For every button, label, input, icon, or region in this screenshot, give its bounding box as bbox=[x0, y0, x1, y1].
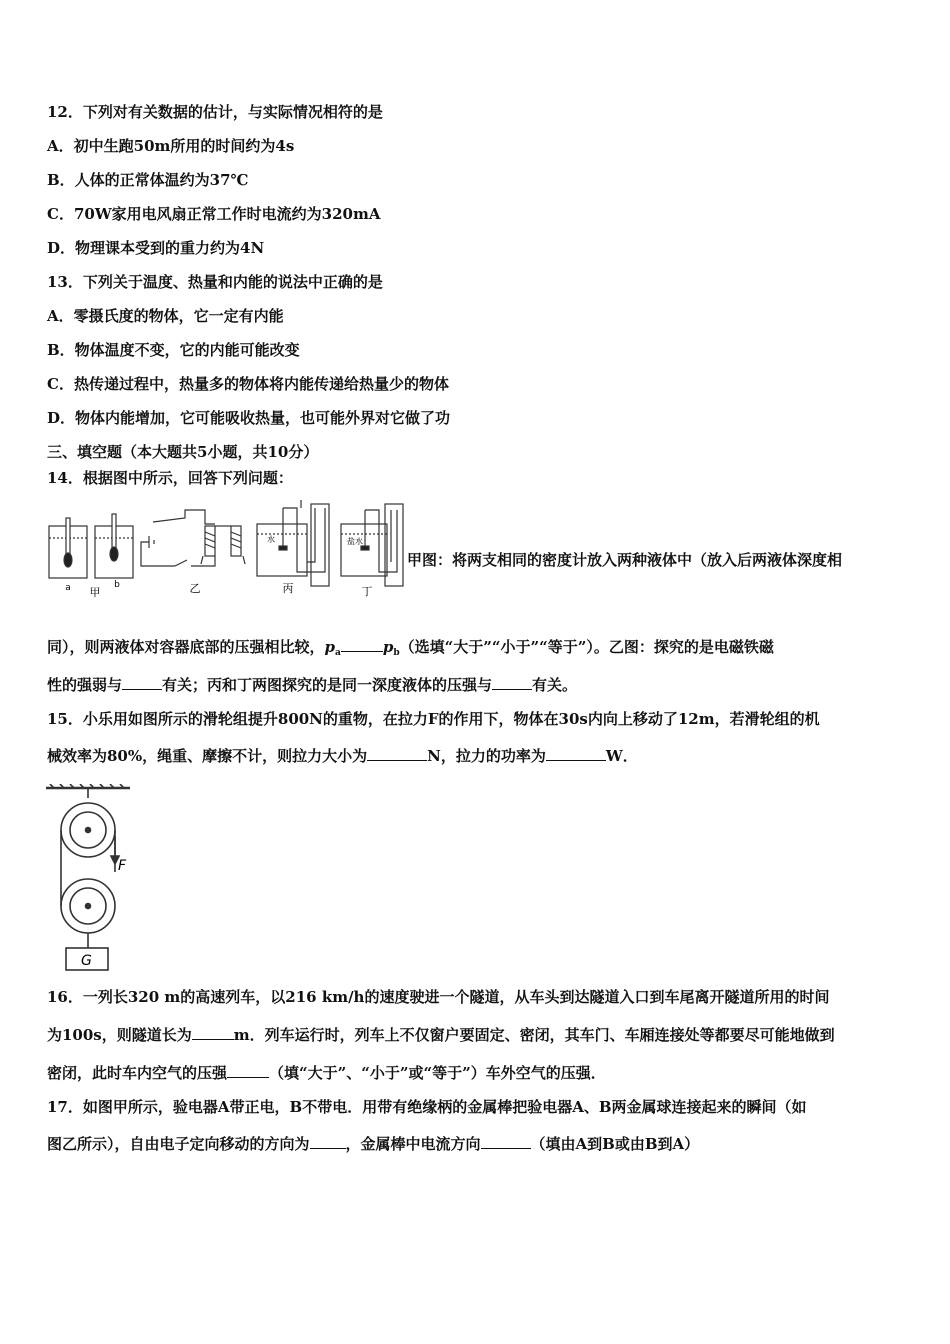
q15-pulley-figure bbox=[44, 784, 144, 974]
q12-option-b: B．人体的正常体温约为37℃ bbox=[47, 171, 249, 189]
q13-option-c: C．热传递过程中，热量多的物体将内能传递给热量少的物体 bbox=[47, 375, 449, 393]
answer-blank[interactable] bbox=[367, 746, 427, 761]
answer-blank[interactable] bbox=[341, 637, 383, 652]
q15-text-2a: 械效率为80%，绳重、摩擦不计，则拉力大小为 bbox=[47, 747, 368, 765]
fig-label-brine: 盐水 bbox=[347, 537, 363, 546]
q16-text-2a: 为100s，则隧道长为 bbox=[47, 1026, 192, 1044]
q15-line-2 bbox=[47, 746, 638, 766]
q14-text-3c: 有关。 bbox=[532, 676, 578, 694]
q15-line-1: 15．小乐用如图所示的滑轮组提升800N的重物，在拉力F的作用下，物体在30s内向上移动了12m，若滑轮组的机 bbox=[47, 710, 820, 728]
pulley-weight-label: G bbox=[81, 953, 92, 969]
fig-label-water: 水 bbox=[267, 535, 275, 544]
q12-option-d: D．物理课本受到的重力约为4N bbox=[47, 239, 265, 257]
q17-line-1: 17．如图甲所示，验电器A带正电，B不带电．用带有绝缘柄的金属棒把验电器A、B两金属球连接起来的瞬间（如 bbox=[47, 1098, 807, 1116]
answer-blank[interactable] bbox=[310, 1134, 346, 1149]
symbol-p-b: p bbox=[382, 638, 394, 656]
q12-option-a: A．初中生跑50m所用的时间约为4s bbox=[47, 137, 295, 155]
subscript-b: b bbox=[393, 648, 400, 658]
answer-blank[interactable] bbox=[122, 675, 162, 690]
q14-stem: 14．根据图中所示，回答下列问题： bbox=[47, 469, 293, 487]
q16-text-3a: 密闭，此时车内空气的压强 bbox=[47, 1064, 228, 1082]
q14-line-3 bbox=[47, 675, 577, 695]
answer-blank[interactable] bbox=[492, 675, 532, 690]
fig-label-ding: 丁 bbox=[361, 585, 373, 598]
q17-text-2c: （填由A到B或由B到A） bbox=[530, 1135, 700, 1153]
q17-line-2 bbox=[47, 1134, 699, 1154]
q12-option-c: C．70W家用电风扇正常工作时电流约为320mA bbox=[47, 205, 381, 223]
answer-blank[interactable] bbox=[546, 746, 606, 761]
pulley-force-label: F bbox=[118, 858, 127, 874]
q16-text-2b: m．列车运行时，列车上不仅窗户要固定、密闭，其车门、车厢连接处等都要尽可能地做到 bbox=[233, 1026, 835, 1044]
q13-option-d: D．物体内能增加，它可能吸收热量，也可能外界对它做了功 bbox=[47, 409, 451, 427]
fig-jia-beaker-a bbox=[49, 518, 87, 578]
q17-text-2a: 图乙所示），自由电子定向移动的方向为 bbox=[47, 1135, 310, 1153]
q12-stem: 12．下列对有关数据的估计，与实际情况相符的是 bbox=[47, 103, 383, 121]
symbol-p-a: p bbox=[324, 638, 336, 656]
answer-blank[interactable] bbox=[481, 1134, 531, 1149]
q14-text-3a: 性的强弱与 bbox=[47, 676, 123, 694]
fig-label-b: b bbox=[114, 580, 120, 590]
q14-text-3b: 有关；丙和丁两图探究的是同一深度液体的压强与 bbox=[162, 676, 493, 694]
fig-label-a: a bbox=[65, 583, 71, 593]
q17-text-2b: ，金属棒中电流方向 bbox=[345, 1135, 481, 1153]
fig-label-bing: 丙 bbox=[282, 582, 294, 595]
fig-label-jia: 甲 bbox=[89, 586, 101, 599]
q14-figure bbox=[45, 496, 407, 600]
subscript-a: a bbox=[335, 648, 341, 658]
fig-label-yi: 乙 bbox=[189, 582, 201, 595]
q13-option-b: B．物体温度不变，它的内能可能改变 bbox=[47, 341, 300, 359]
q16-text-3b: （填“大于”、“小于”或“等于”）车外空气的压强． bbox=[269, 1064, 606, 1082]
fig-yi-circuit bbox=[141, 510, 245, 566]
q16-line-3 bbox=[47, 1063, 606, 1083]
answer-blank[interactable] bbox=[227, 1063, 269, 1078]
q15-text-2c: W． bbox=[605, 747, 638, 765]
answer-blank[interactable] bbox=[192, 1025, 234, 1040]
q16-line-2 bbox=[47, 1025, 835, 1045]
q14-text-1: 甲图：将两支相同的密度计放入两种液体中（放入后两液体深度相 bbox=[407, 551, 843, 569]
q14-line-2 bbox=[47, 637, 774, 663]
q14-text-2a: 同），则两液体对容器底部的压强相比较， bbox=[47, 638, 325, 656]
q13-stem: 13．下列关于温度、热量和内能的说法中正确的是 bbox=[47, 273, 383, 291]
q16-line-1: 16．一列长320 m的高速列车，以216 km/h的速度驶进一个隧道，从车头到达隧道入口到车尾离开隧道所用的时间 bbox=[47, 988, 830, 1006]
fig-jia-beaker-b bbox=[95, 514, 133, 578]
section-heading: 三、填空题（本大题共5小题，共10分） bbox=[47, 443, 319, 461]
q15-text-2b: N，拉力的功率为 bbox=[427, 747, 546, 765]
q13-option-a: A．零摄氏度的物体，它一定有内能 bbox=[47, 307, 284, 325]
q14-text-2b: （选填“大于”“小于”“等于”）。乙图：探究的是电磁铁磁 bbox=[399, 638, 774, 656]
